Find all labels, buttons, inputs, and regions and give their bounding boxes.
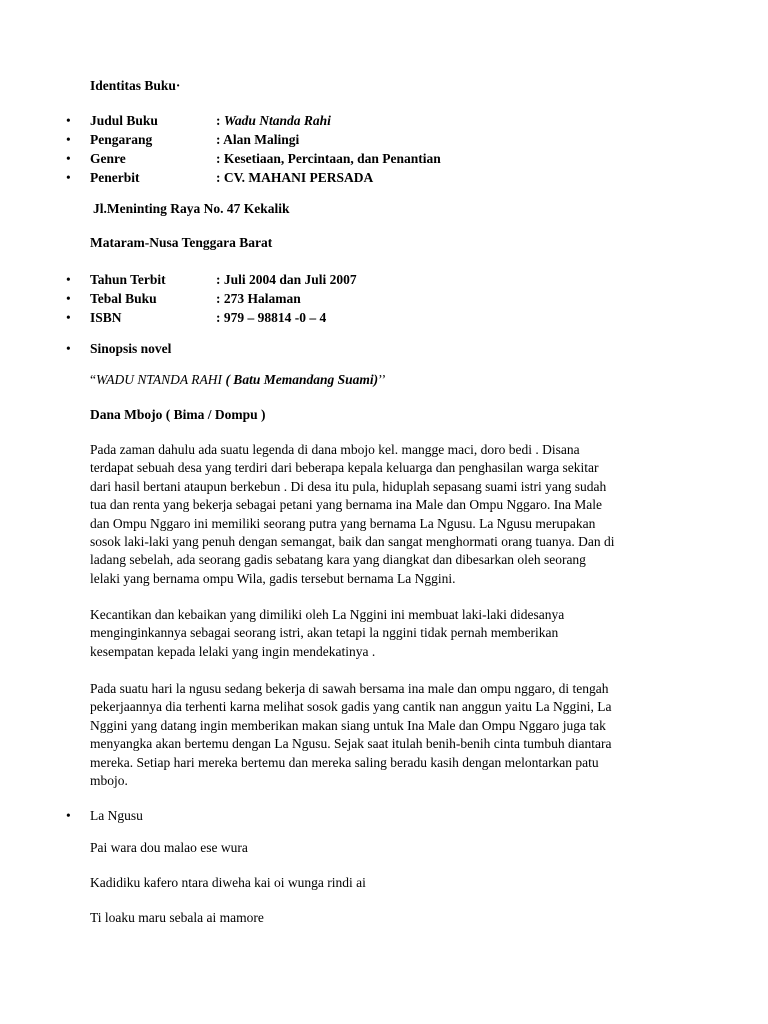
paragraph-line: dan Ompu Nggaro ini memiliki seorang putra yang bernama La Ngusu. La Ngusu merupakan bbox=[90, 515, 596, 531]
identity-sep: : bbox=[216, 151, 224, 166]
identity-sep: : bbox=[216, 170, 224, 185]
detail-key: Tebal Buku bbox=[90, 291, 157, 306]
bullet-icon: • bbox=[66, 170, 71, 185]
paragraph-line: tua dan renta yang bekerja sebagai petani yang bernama ina Male dan Ompu Nggaro. Ina Male bbox=[90, 497, 603, 513]
identity-key: Genre bbox=[90, 151, 126, 166]
detail-key: Tahun Terbit bbox=[90, 272, 166, 287]
paragraph-1 bbox=[90, 441, 690, 588]
detail-value: : 273 Halaman bbox=[216, 291, 301, 306]
paragraph-line: Pada zaman dahulu ada suatu legenda di dana mbojo kel. mangge maci, doro bedi . Disana bbox=[90, 442, 580, 457]
title-close-quote: ’’ bbox=[378, 372, 387, 387]
address-line-2: Mataram-Nusa Tenggara Barat bbox=[90, 235, 273, 250]
identity-item-publisher bbox=[0, 168, 768, 187]
story-title bbox=[90, 372, 386, 388]
region-heading: Dana Mbojo ( Bima / Dompu ) bbox=[90, 407, 266, 422]
speaker-label: La Ngusu bbox=[90, 808, 143, 823]
speaker-item bbox=[0, 806, 768, 825]
identity-item-author bbox=[0, 130, 768, 149]
bullet-icon: • bbox=[66, 291, 71, 306]
identity-sep: : bbox=[216, 132, 224, 147]
identity-item-genre bbox=[0, 149, 768, 168]
paragraph-line: menyangka akan bertemu dengan La Ngusu. Sejak saat itulah benih-benih cinta tumbuh diantara bbox=[90, 736, 612, 752]
paragraph-line: sosok laki-laki yang penuh dengan semangat, baik dan sangat menghormati orang tuanya. Dan di bbox=[90, 534, 615, 550]
paragraph-line: kesempatan kepada lelaki yang ingin mendekatinya . bbox=[90, 643, 376, 659]
identity-value bbox=[216, 130, 299, 149]
identity-value bbox=[216, 168, 373, 187]
detail-key: ISBN bbox=[90, 310, 122, 325]
sinopsis-item bbox=[0, 339, 768, 358]
paragraph-line: dari hasil bertani ataupun berkebun . Di desa itu pula, hiduplah sepasang suami istri yang sudah bbox=[90, 478, 607, 494]
paragraph-line: pekerjaannya dia terhenti karna melihat sosok gadis yang cantik nan anggun yaitu La Nggini, La bbox=[90, 699, 612, 715]
identity-key: Penerbit bbox=[90, 170, 140, 185]
identity-value bbox=[216, 149, 441, 168]
paragraph-3 bbox=[90, 680, 690, 790]
identity-heading: Identitas Buku· bbox=[90, 78, 181, 93]
verse-line-1: Pai wara dou malao ese wura bbox=[90, 840, 248, 855]
paragraph-line: menginginkannya sebagai seorang istri, akan tetapi la nggini tidak pernah memberikan bbox=[90, 625, 559, 641]
verse-line-2: Kadidiku kafero ntara diweha kai oi wunga rindi ai bbox=[90, 875, 366, 890]
title-open-quote: “ bbox=[90, 372, 96, 387]
detail-list bbox=[0, 270, 768, 327]
address-line-1: Jl.Meninting Raya No. 47 Kekalik bbox=[93, 201, 290, 216]
book-title-value: Wadu Ntanda Rahi bbox=[223, 113, 331, 128]
publisher-value: CV. MAHANI PERSADA bbox=[223, 170, 374, 185]
paragraph-line: mbojo. bbox=[90, 773, 128, 789]
bullet-icon: • bbox=[66, 132, 71, 147]
paragraph-line: Kecantikan dan kebaikan yang dimiliki oleh La Nggini ini membuat laki-laki didesanya bbox=[90, 607, 565, 622]
bullet-icon: • bbox=[66, 341, 71, 356]
bullet-icon: • bbox=[66, 310, 71, 325]
detail-value: : 979 – 98814 -0 – 4 bbox=[216, 310, 327, 325]
identity-key: Pengarang bbox=[90, 132, 153, 147]
verse-line-3: Ti loaku maru sebala ai mamore bbox=[90, 910, 264, 925]
bullet-icon: • bbox=[66, 151, 71, 166]
detail-item-year bbox=[0, 270, 768, 289]
identity-list bbox=[0, 111, 768, 187]
bullet-icon: • bbox=[66, 808, 71, 823]
paragraph-line: Nggini yang datang ingin memberikan makan siang untuk Ina Male dan Ompu Nggaro juga tak bbox=[90, 717, 606, 733]
paragraph-line: terdapat sebuah desa yang terdiri dari beberapa kepala keluarga dan penghasilan warga sekitar bbox=[90, 460, 599, 476]
paragraph-2 bbox=[90, 606, 690, 661]
identity-key: Judul Buku bbox=[90, 113, 158, 128]
title-subtitle: ( Batu Memandang Suami) bbox=[225, 372, 379, 387]
detail-value: : Juli 2004 dan Juli 2007 bbox=[216, 272, 357, 287]
sinopsis-label: Sinopsis novel bbox=[90, 341, 172, 356]
paragraph-line: Pada suatu hari la ngusu sedang bekerja di sawah bersama ina male dan ompu nggaro, di tengah bbox=[90, 681, 609, 696]
title-main: WADU NTANDA RAHI bbox=[96, 372, 226, 387]
bullet-icon: • bbox=[66, 113, 71, 128]
paragraph-line: mereka. Setiap hari mereka bertemu dan mereka saling beradu kasih dengan melontarkan patu bbox=[90, 754, 599, 770]
bullet-icon: • bbox=[66, 272, 71, 287]
identity-item-title bbox=[0, 111, 768, 130]
paragraph-line: lelaki yang bernama ompu Wila, gadis tersebut bernama La Nggini. bbox=[90, 570, 456, 586]
identity-sep: : bbox=[216, 113, 224, 128]
author-value: Alan Malingi bbox=[223, 132, 300, 147]
identity-value bbox=[216, 111, 331, 130]
detail-item-isbn bbox=[0, 308, 768, 327]
detail-item-pages bbox=[0, 289, 768, 308]
genre-value: Kesetiaan, Percintaan, dan Penantian bbox=[223, 151, 441, 166]
paragraph-line: ladang sebelah, ada seorang gadis sebatang kara yang diangkat dan dibesarkan oleh seorang bbox=[90, 552, 586, 568]
